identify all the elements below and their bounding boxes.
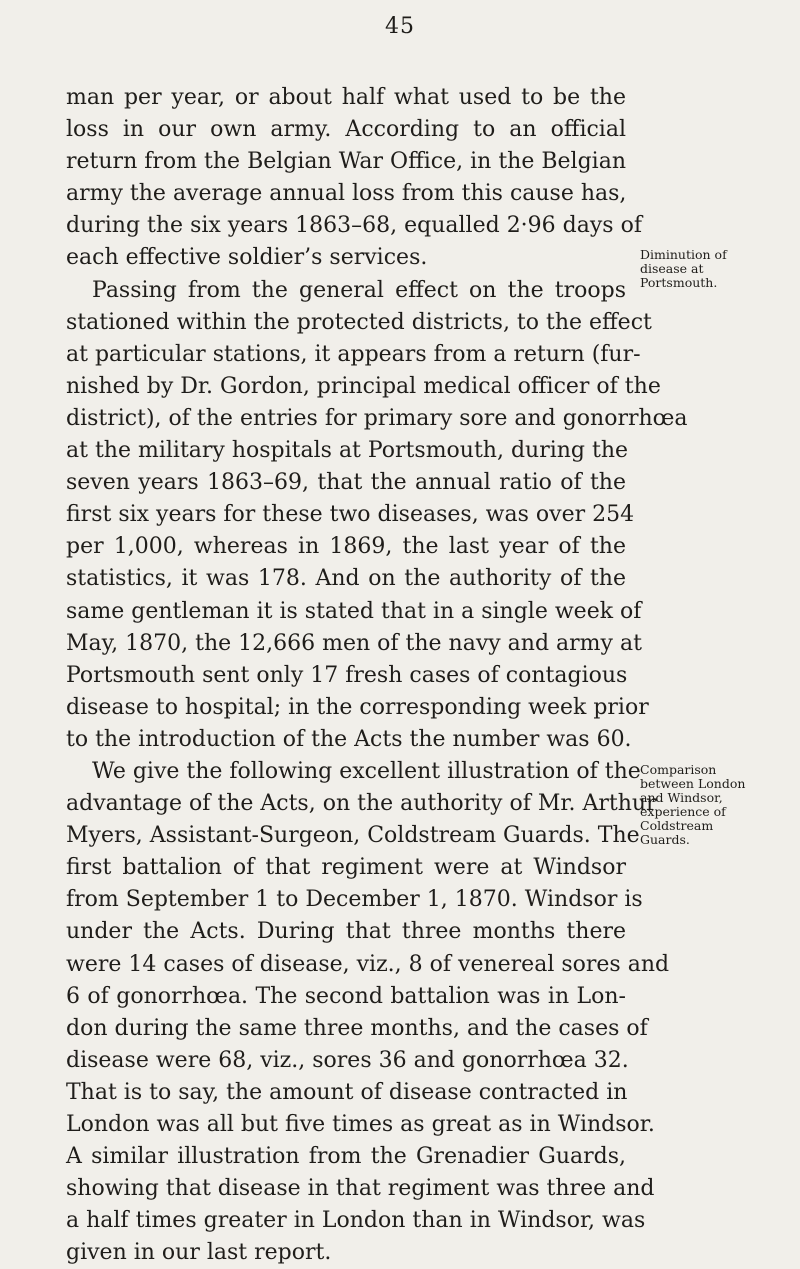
text-line: loss in our own army. According to an official [66, 117, 626, 143]
text-line: London was all but five times as great as in Windsor. [66, 1112, 655, 1137]
sidenote-line: Comparison [640, 762, 717, 777]
text-line: showing that disease in that regiment was three and [66, 1176, 655, 1202]
text-line: from September 1 to December 1, 1870. Windsor is [66, 887, 643, 913]
sidenote-line: Diminution of [640, 247, 727, 262]
text-line: 6 of gonorrhœa. The second battalion was in Lon- [66, 983, 626, 1009]
text-line: disease were 68, viz., sores 36 and gonorrhœa 32. [66, 1047, 629, 1073]
text-line: same gentleman it is stated that in a single week of [66, 598, 642, 624]
text-line: army the average annual loss from this cause has, [66, 181, 627, 207]
text-line: man per year, or about half what used to be the [66, 85, 626, 110]
sidenote-line: experience of [640, 804, 726, 819]
text-line: stationed within the protected districts, to the effect [66, 309, 652, 335]
text-line: May, 1870, the 12,666 men of the navy and army at [66, 630, 642, 656]
sidenote-guards [640, 763, 800, 847]
text-line: first battalion of that regiment were at Windsor [66, 855, 626, 881]
text-line: Portsmouth sent only 17 fresh cases of contagious [66, 662, 628, 688]
text-line: Passing from the general effect on the troops [92, 277, 626, 303]
text-line: during the six years 1863–68, equalled 2·96 days of [66, 213, 642, 239]
text-line: at the military hospitals at Portsmouth, during the [66, 438, 629, 464]
sidenote-line: Portsmouth. [640, 275, 718, 290]
text-line: statistics, it was 178. And on the authority of the [66, 566, 626, 592]
text-line: district), of the entries for primary sore and gonorrhœa [66, 405, 688, 431]
sidenote-line: between London [640, 776, 746, 791]
text-line: were 14 cases of disease, viz., 8 of venereal sores and [66, 951, 670, 977]
text-line: nished by Dr. Gordon, principal medical officer of the [66, 373, 661, 399]
text-line: We give the following excellent illustration of the [92, 758, 641, 784]
text-line: return from the Belgian War Office, in the Belgian [66, 149, 626, 175]
text-line: advantage of the Acts, on the authority of Mr. Arthur [66, 791, 657, 817]
page-number: 45 [385, 14, 415, 39]
sidenote-line: Guards. [640, 832, 690, 847]
text-line: per 1,000, whereas in 1869, the last year of the [66, 534, 626, 560]
text-line: each effective soldier’s services. [66, 245, 428, 271]
text-line: to the introduction of the Acts the number was 60. [66, 726, 632, 752]
text-line: at particular stations, it appears from a return (fur- [66, 341, 641, 367]
text-line: first six years for these two diseases, was over 254 [66, 502, 635, 528]
text-line: don during the same three months, and the cases of [66, 1015, 648, 1041]
text-line: given in our last report. [66, 1240, 332, 1266]
text-line: seven years 1863–69, that the annual ratio of the [66, 470, 626, 496]
text-line: under the Acts. During that three months there [66, 919, 626, 945]
text-line: disease to hospital; in the corresponding week prior [66, 694, 649, 720]
text-line: a half times greater in London than in Windsor, was [66, 1208, 646, 1234]
sidenote-line: disease at [640, 261, 704, 276]
sidenote-line: and Windsor, [640, 790, 723, 805]
text-line: That is to say, the amount of disease contracted in [66, 1079, 628, 1105]
sidenote-portsmouth [640, 248, 800, 290]
text-line: Myers, Assistant-Surgeon, Coldstream Guards. The [66, 823, 640, 849]
sidenote-line: Coldstream [640, 818, 714, 833]
text-line: A similar illustration from the Grenadier Guards, [66, 1144, 626, 1170]
